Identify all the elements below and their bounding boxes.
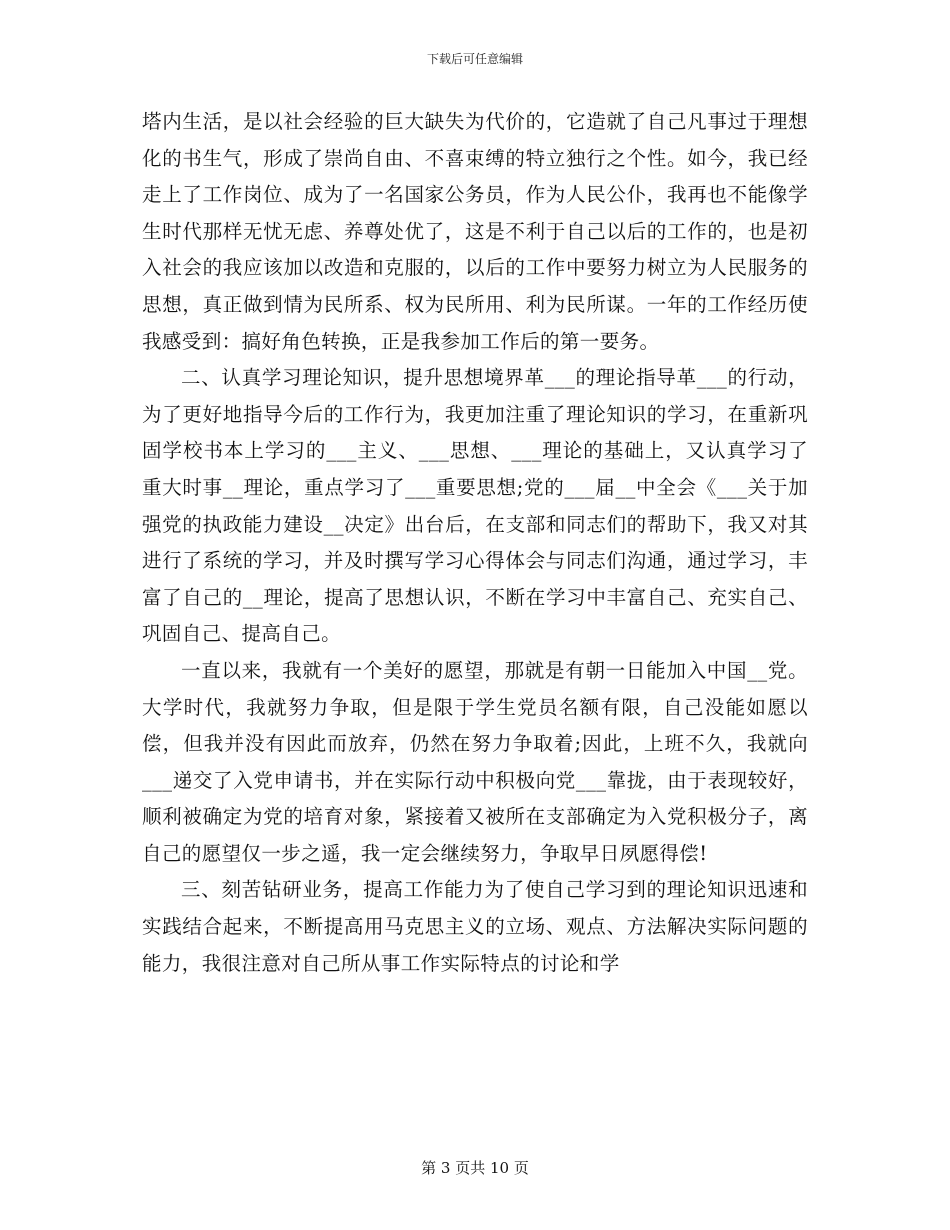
paragraph-theory-study: 二、认真学习理论知识，提升思想境界革___的理论指导革___的行动，为了更好地指导今后的工作行为，我更加注重了理论知识的学习，在重新巩固学校书本上学习的___主义、___思想、___理论的基础上，又认真学习了重大时事__理论，重点学习了___重要思想;党的___届__中全会《___关于加强党的执政能力建设__决定》出台后，在支部和同志们的帮助下，我又对其进行了系统的学习，并及时撰写学习心得体会与同志们沟通，通过学习，丰富了自己的__理论，提高了思想认识，不断在学习中丰富自己、充实自己、巩固自己、提高自己。 [142, 366, 808, 646]
document-body [142, 104, 808, 982]
page-header: 下载后可任意编辑 [426, 52, 523, 66]
paragraph-continuation: 塔内生活，是以社会经验的巨大缺失为代价的，它造就了自己凡事过于理想化的书生气，形成了崇尚自由、不喜束缚的特立独行之个性。如今，我已经走上了工作岗位、成为了一名国家公务员，作为人民公仆，我再也不能像学生时代那样无忧无虑、养尊处优了，这是不利于自己以后的工作的，也是初入社会的我应该加以改造和克服的，以后的工作中要努力树立为人民服务的思想，真正做到情为民所系、权为民所用、利为民所谋。一年的工作经历使我感受到：搞好角色转换，正是我参加工作后的第一要务。 [142, 110, 808, 353]
paragraph-work-ability: 三、刻苦钻研业务，提高工作能力为了使自己学习到的理论知识迅速和实践结合起来，不断提高用马克思主义的立场、观点、方法解决实际问题的能力，我很注意对自己所从事工作实际特点的讨论和学 [142, 878, 808, 975]
paragraph-party-aspiration: 一直以来，我就有一个美好的愿望，那就是有朝一日能加入中国__党。大学时代，我就努力争取，但是限于学生党员名额有限，自己没能如愿以偿，但我并没有因此而放弃，仍然在努力争取着;因此，上班不久，我就向___递交了入党申请书，并在实际行动中积极向党___靠拢，由于表现较好，顺利被确定为党的培育对象，紧接着又被所在支部确定为入党积极分子，离自己的愿望仅一步之遥，我一定会继续努力，争取早日夙愿得偿! [142, 658, 808, 865]
page-footer: 第 3 页共 10 页 [421, 1159, 529, 1177]
